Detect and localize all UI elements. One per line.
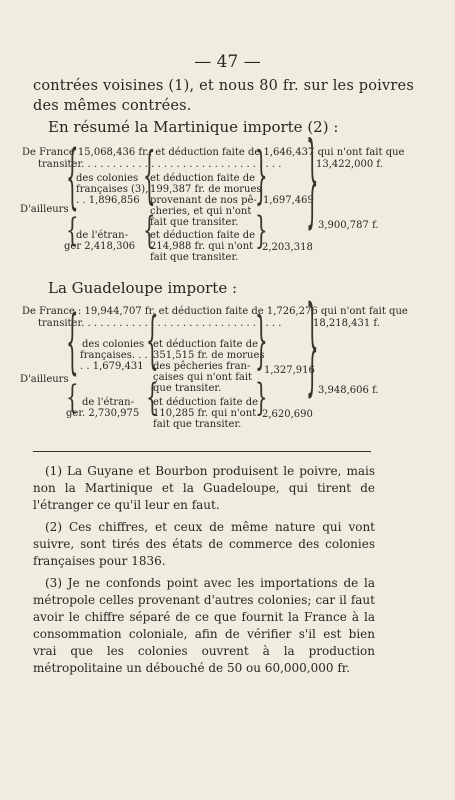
left-brace-icon: { — [66, 378, 79, 417]
cell: ger 2,418,306 — [64, 241, 136, 252]
cell: de l'étran- — [76, 230, 128, 241]
cell: des pêcheries fran- — [153, 361, 251, 372]
right-brace-icon: } — [306, 285, 319, 408]
cell: ger. 2,730,975 — [66, 408, 140, 419]
subtotal: 1,327,916 — [264, 365, 315, 376]
cell: 214,988 fr. qui n'ont — [150, 241, 254, 252]
text-line: des mêmes contrées. — [33, 98, 192, 114]
left-brace-icon: { — [146, 376, 159, 420]
right-brace-icon: } — [255, 140, 268, 212]
subtotal: 1,697,469 — [263, 195, 314, 206]
cell: de l'étran- — [82, 397, 134, 408]
cell: françaises. . . — [80, 350, 148, 361]
cell: 110,285 fr. qui n'ont — [153, 408, 257, 419]
left-brace-icon: { — [143, 140, 156, 212]
cell: fait que transiter. — [150, 217, 239, 228]
table-row: De France 15,068,436 fr., et déduction faite de 1,646,437 qui n'ont fait que — [22, 147, 405, 158]
section-heading: En résumé la Martinique importe (2) : — [48, 118, 339, 136]
subtotal: 2,203,318 — [262, 242, 313, 253]
cell: françaises (3), — [76, 184, 149, 195]
section-heading: La Guadeloupe importe : — [48, 279, 238, 297]
left-brace-icon: { — [146, 305, 159, 377]
cell: que transiter. — [153, 383, 222, 394]
cell: çaises qui n'ont fait — [153, 372, 253, 383]
cell: et déduction faite de — [153, 339, 259, 350]
table-row: transiter. . . . . . . . . . . . . . . . . . . . . . . . . . . . . . . . — [38, 318, 282, 329]
cell: fait que transiter. — [153, 419, 242, 430]
cell: . . 1,896,856 — [76, 195, 140, 206]
right-brace-icon: } — [255, 305, 268, 377]
cell: et déduction faite de — [150, 230, 256, 241]
footnote-2: (2) Ces chiffres, et ceux de même nature qui vont suivre, sont tirés des états de commerce des colonies françaises pour 1836. — [33, 520, 375, 568]
d-ailleurs-label: D'ailleurs — [20, 204, 69, 215]
table-total: 13,422,000 f. — [316, 159, 383, 170]
right-brace-icon: } — [306, 122, 319, 240]
footnote-3: (3) Je ne confonds point avec les importations de la métropole celles provenant d'autres colonies; car il faut avoir le chiffre séparé de ce que fournit la France à la consommation coloniale, afin de vérifier s'il est bien vrai que les colonies ouvrent à la production métropolitaine un débouché de 50 ou 60,000,000 fr. — [33, 576, 375, 675]
table-total: 18,218,431 f. — [313, 318, 380, 329]
text-line: contrées voisines (1), et nous 80 fr. sur les poivres — [33, 78, 414, 94]
table-row: De France : 19,944,707 fr. et déduction faite de 1,726,276 qui n'ont fait que — [22, 306, 408, 317]
cell: . . 1,679,431 — [80, 361, 144, 372]
cell: et déduction faite de — [150, 173, 256, 184]
cell: cheries, et qui n'ont — [150, 206, 252, 217]
right-brace-icon: } — [255, 209, 268, 253]
footnote-rule — [33, 451, 371, 452]
page-number: — 47 — — [194, 52, 261, 72]
left-brace-icon: { — [66, 301, 79, 383]
left-brace-icon: { — [143, 209, 156, 253]
d-ailleurs-label: D'ailleurs — [20, 374, 69, 385]
footnote-1: (1) La Guyane et Bourbon produisent le poivre, mais non la Martinique et la Guadeloupe, qui tirent de l'étranger ce qu'il leur en faut. — [33, 464, 375, 512]
cell: 199,387 fr. de morues — [150, 184, 262, 195]
cell: provenant de nos pê- — [150, 195, 257, 206]
table-row: transiter. . . . . . . . . . . . . . . . . . . . . . . . . . . . . . . . — [38, 159, 282, 170]
footnotes — [33, 463, 375, 677]
cell: des colonies — [82, 339, 145, 350]
total: 3,948,606 f. — [318, 385, 379, 396]
cell: et déduction faite de — [153, 397, 259, 408]
subtotal: 2,620,690 — [262, 409, 313, 420]
left-brace-icon: { — [66, 211, 79, 250]
cell: des colonies — [76, 173, 139, 184]
left-brace-icon: { — [66, 136, 79, 218]
right-brace-icon: } — [255, 376, 268, 420]
cell: 351,515 fr. de morues — [153, 350, 265, 361]
cell: fait que transiter. — [150, 252, 239, 263]
total: 3,900,787 f. — [318, 220, 379, 231]
